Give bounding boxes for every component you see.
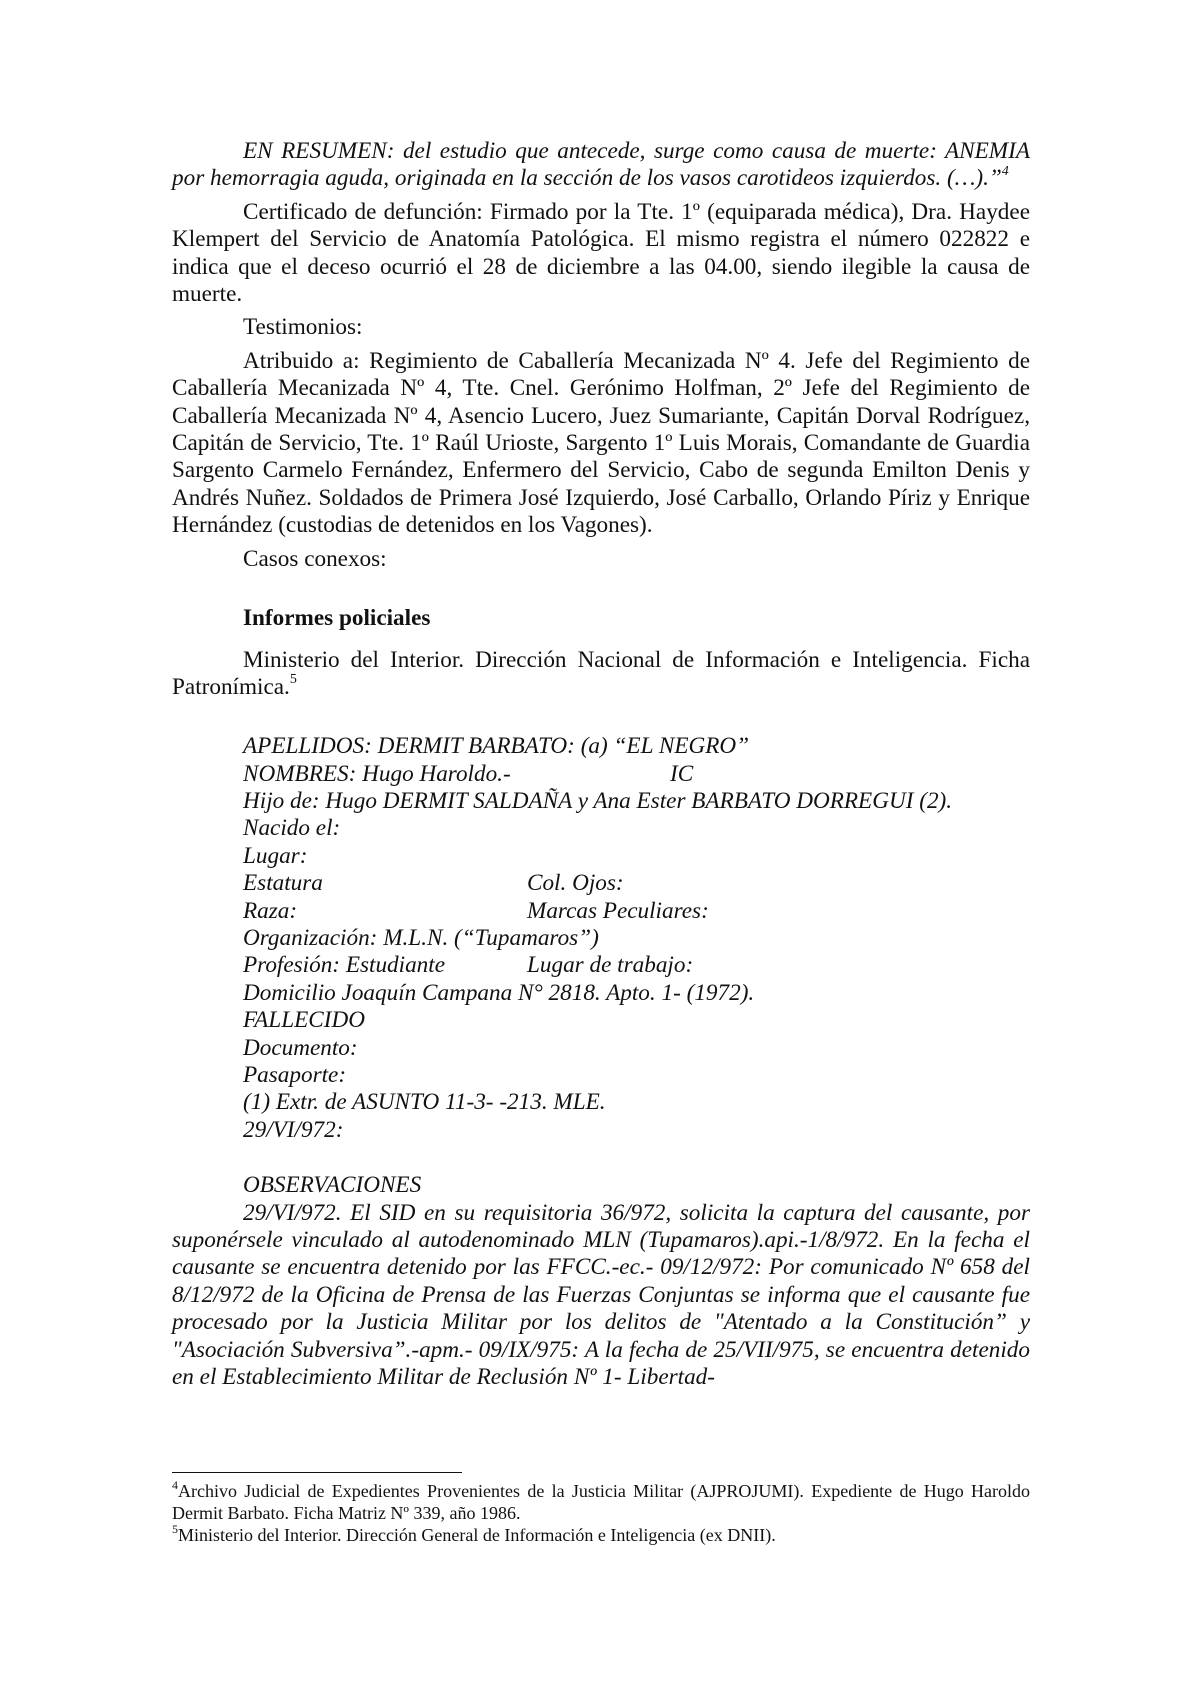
ficha-profesion-row <box>243 952 1030 979</box>
ficha-documento: Documento: <box>243 1034 358 1061</box>
footnote-divider <box>172 1472 462 1473</box>
footnote-number: 5 <box>172 1522 178 1536</box>
ficha-extr: (1) Extr. de ASUNTO 11-3- -213. MLE. <box>243 1089 606 1116</box>
observaciones-text: 29/VI/972. El SID en su requisitoria 36/972, solicita la captura del causante, por suponérsele vinculado al autodenominado MLN (Tupamaros).api.-1/8/972. En la fecha el causante se encuentra detenido por las FFCC.-ec.- 09/12/972: Por comunicado Nº 658 del 8/12/972 de la Oficina de Prensa de las Fuerzas Conjuntas se informa que el causante fue procesado por la Justicia Militar por los delitos de "Atentado a la Constitución” y "Asociación Subversiva”.-apm.- 09/IX/975: A la fecha de 25/VII/975, se encuentra detenido en el Establecimiento Militar de Reclusión Nº 1- Libertad- <box>172 1199 1030 1391</box>
informes-heading: Informes policiales <box>243 605 431 632</box>
ficha-raza: Raza: <box>243 897 298 924</box>
footnote-4 <box>172 1480 1030 1524</box>
ficha-profesion: Profesión: Estudiante <box>243 952 446 979</box>
ficha-ic: IC <box>670 760 694 787</box>
ficha-domicilio: Domicilio Joaquín Campana N° 2818. Apto. 1- (1972). <box>243 979 755 1006</box>
ficha-fallecido: FALLECIDO <box>243 1007 365 1034</box>
footnotes <box>172 1480 1030 1546</box>
footnote-text: Ministerio del Interior. Dirección General de Información e Inteligencia (ex DNII). <box>178 1525 776 1545</box>
casos-conexos-label: Casos conexos: <box>243 545 387 572</box>
ficha-apellidos: APELLIDOS: DERMIT BARBATO: (a) “EL NEGRO” <box>243 733 750 760</box>
ficha-col-ojos: Col. Ojos: <box>527 870 624 897</box>
footnote-number: 4 <box>172 1478 178 1492</box>
ficha-fecha: 29/VI/972: <box>243 1116 344 1143</box>
footnote-ref-4: 4 <box>1001 163 1009 179</box>
resumen-paragraph: EN RESUMEN: del estudio que antecede, surge como causa de muerte: ANEMIA por hemorragia aguda, originada en la sección de los vasos carotideos izquierdos. (…).”$^4$ <box>172 138 1030 192</box>
ficha-pasaporte: Pasaporte: <box>243 1062 347 1088</box>
ficha-patronimica <box>243 733 1030 1144</box>
ficha-lugar-trabajo: Lugar de trabajo: <box>527 952 694 979</box>
ficha-estatura-row <box>243 870 1030 897</box>
ficha-organizacion: Organización: M.L.N. (“Tupamaros”) <box>243 925 599 952</box>
ficha-lugar: Lugar: <box>243 842 308 869</box>
footnote-5 <box>172 1524 1030 1546</box>
ficha-nacido: Nacido el: <box>243 815 341 842</box>
certificado-paragraph: Certificado de defunción: Firmado por la Tte. 1º (equiparada médica), Dra. Haydee Klempert del Servicio de Anatomía Patológica. El mismo registra el número 022822 e indica que el deceso ocurrió el 28 de diciembre a las 04.00, siendo ilegible la causa de muerte. <box>172 198 1030 308</box>
footnote-ref-5: 5 <box>289 672 297 688</box>
ficha-estatura: Estatura <box>243 870 323 897</box>
ficha-raza-row <box>243 898 1030 925</box>
testimonios-label: Testimonios: <box>243 314 363 341</box>
atribuido-paragraph: Atribuido a: Regimiento de Caballería Mecanizada Nº 4. Jefe del Regimiento de Caballería Mecanizada Nº 4, Tte. Cnel. Gerónimo Holfman, 2º Jefe del Regimiento de Caballería Mecanizada Nº 4, Asencio Lucero, Juez Sumariante, Capitán Dorval Rodríguez, Capitán de Servicio, Tte. 1º Raúl Urioste, Sargento 1º Luis Morais, Comandante de Guardia Sargento Carmelo Fernández, Enfermero del Servicio, Cabo de segunda Emilton Denis y Andrés Nuñez. Soldados de Primera José Izquierdo, José Carballo, Orlando Píriz y Enrique Hernández (custodias de detenidos en los Vagones). <box>172 347 1030 539</box>
ficha-nombres: NOMBRES: Hugo Haroldo.- <box>243 760 511 787</box>
footnote-text: Archivo Judicial de Expedientes Provenientes de la Justicia Militar (AJPROJUMI). Expediente de Hugo Haroldo Dermit Barbato. Ficha Matriz Nº 339, año 1986. <box>172 1481 1030 1523</box>
ficha-marcas: Marcas Peculiares: <box>527 897 709 924</box>
document-page <box>172 138 1030 1391</box>
observaciones-title: OBSERVACIONES <box>243 1172 422 1199</box>
ficha-hijo: Hijo de: Hugo DERMIT SALDAÑA y Ana Ester BARBATO DORREGUI (2). <box>243 788 953 815</box>
ministerio-paragraph: Ministerio del Interior. Dirección Nacional de Información e Inteligencia. Ficha Patronímica.$^5$ <box>172 646 1030 700</box>
ficha-nombres-row <box>243 761 1030 788</box>
